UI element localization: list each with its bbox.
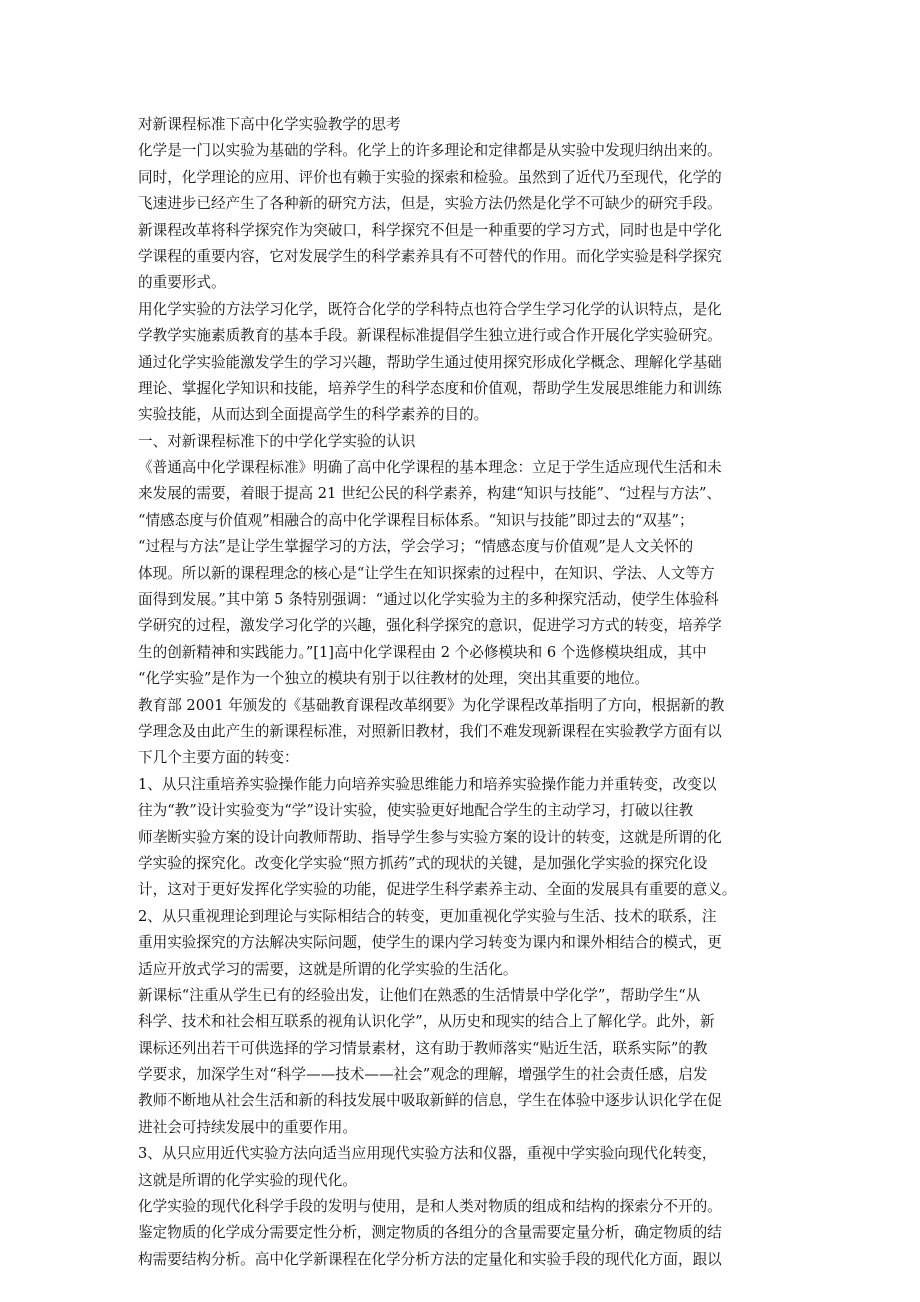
text-line: “情感态度与价值观”相融合的高中化学课程目标体系。“知识与技能”即过去的“双基”； [138,511,694,529]
text-line: 通过化学实验能激发学生的学习兴趣，帮助学生通过使用探究形成化学概念、理解化学基础 [138,353,722,371]
text-line: 课标还列出若干可供选择的学习情景素材，这有助于教师落实“贴近生活，联系实际”的教 [138,1039,708,1057]
document-text [138,138,784,1273]
text-line: 化学实验的现代化科学手段的发明与使用，是和人类对物质的组成和结构的探索分不开的。 [138,1198,722,1216]
text-line: 科学、技术和社会相互联系的视角认识化学”，从历史和现实的结合上了解化学。此外，新 [138,1013,715,1031]
text-line: 学研究的过程，激发学习化学的兴趣，强化科学探究的意识，促进学习方式的转变，培养学 [138,617,722,635]
text-line: 1、从只注重培养实验操作能力向培养实验思维能力和培养实验操作能力并重转变，改变以 [138,775,717,793]
document-title: 对新课程标准下高中化学实验教学的思考 [138,116,401,133]
text-line: 面得到发展。”其中第 5 条特别强调：“通过以化学实验为主的多种探究活动，使学生体验科 [138,591,719,609]
text-line: 生的创新精神和实践能力。”[1]高中化学课程由 2 个必修模块和 6 个选修模块组成，其中 [138,643,707,661]
text-line: 化学是一门以实验为基础的学科。化学上的许多理论和定律都是从实验中发现归纳出来的。 [138,142,722,160]
text-line: 学课程的重要内容，它对发展学生的科学素养具有不可替代的作用。而化学实验是科学探究 [138,247,722,265]
text-line: 学实验的探究化。改变化学实验“照方抓药”式的现状的关键，是加强化学实验的探究化设 [138,854,708,872]
text-line: 往为“教”设计实验变为“学”设计实验，使实验更好地配合学生的主动学习，打破以往教 [138,802,694,820]
text-line: 师垄断实验方案的设计向教师帮助、指导学生参与实验方案的设计的转变，这就是所谓的化 [138,828,722,846]
text-line: 下几个主要方面的转变： [138,749,299,767]
text-line: 鉴定物质的化学成分需要定性分析，测定物质的各组分的含量需要定量分析，确定物质的结 [138,1224,722,1242]
document-body [138,112,784,1273]
text-line: 用化学实验的方法学习化学，既符合化学的学科特点也符合学生学习化学的认识特点，是化 [138,300,722,318]
text-line: 教师不断地从社会生活和新的科技发展中吸取新鲜的信息，学生在体验中逐步认识化学在促 [138,1092,722,1110]
text-line: 计，这对于更好发挥化学实验的功能，促进学生科学素养主动、全面的发展具有重要的意义。 [138,881,737,899]
text-line: 的重要形式。 [138,274,226,292]
text-line: 《普通高中化学课程标准》明确了高中化学课程的基本理念：立足于学生适应现代生活和未 [138,459,722,477]
text-line: 教育部 2001 年颁发的《基础教育课程改革纲要》为化学课程改革指明了方向，根据新的教 [138,696,725,714]
text-line: “化学实验”是作为一个独立的模块有别于以往教材的处理，突出其重要的地位。 [138,670,650,688]
text-line: 学理念及由此产生的新课程标准，对照新旧教材，我们不难发现新课程在实验教学方面有以 [138,722,722,740]
text-line: 2、从只重视理论到理论与实际相结合的转变，更加重视化学实验与生活、技术的联系，注 [138,907,717,925]
text-line: 构需要结构分析。高中化学新课程在化学分析方法的定量化和实验手段的现代化方面，跟以 [138,1250,722,1268]
text-line: 3、从只应用近代实验方法向适当应用现代实验方法和仪器，重视中学实验向现代化转变， [138,1145,717,1163]
text-line: 一、对新课程标准下的中学化学实验的认识 [138,432,416,450]
text-line: 适应开放式学习的需要，这就是所谓的化学实验的生活化。 [138,960,518,978]
text-line: 这就是所谓的化学实验的现代化。 [138,1171,357,1189]
text-line: 重用实验探究的方法解决实际问题，使学生的课内学习转变为课内和课外相结合的模式，更 [138,934,722,952]
text-line: 新课程改革将科学探究作为突破口，科学探究不但是一种重要的学习方式，同时也是中学化 [138,221,722,239]
text-line: 进社会可持续发展中的重要作用。 [138,1118,357,1136]
text-line: 学教学实施素质教育的基本手段。新课程标准提倡学生独立进行或合作开展化学实验研究。 [138,327,722,345]
text-line: 来发展的需要，着眼于提高 21 世纪公民的科学素养，构建“知识与技能”、“过程与方法”、 [138,485,722,503]
text-line: 新课标“注重从学生已有的经验出发，让他们在熟悉的生活情景中学化学”，帮助学生“从 [138,986,701,1004]
text-line: “过程与方法”是让学生掌握学习的方法，学会学习；“情感态度与价值观”是人文关怀的 [138,538,694,556]
text-line: 飞速进步已经产生了各种新的研究方法，但是，实验方法仍然是化学不可缺少的研究手段。 [138,195,722,213]
text-line: 同时，化学理论的应用、评价也有赖于实验的探索和检验。虽然到了近代乃至现代，化学的 [138,168,722,186]
text-line: 理论、掌握化学知识和技能，培养学生的科学态度和价值观，帮助学生发展思维能力和训练 [138,379,722,397]
text-line: 实验技能，从而达到全面提高学生的科学素养的目的。 [138,406,489,424]
text-line: 学要求，加深学生对“科学——技术——社会”观念的理解，增强学生的社会责任感，启发 [138,1066,708,1084]
text-line: 体现。所以新的课程理念的核心是“让学生在知识探索的过程中，在知识、学法、人文等方 [138,564,715,582]
